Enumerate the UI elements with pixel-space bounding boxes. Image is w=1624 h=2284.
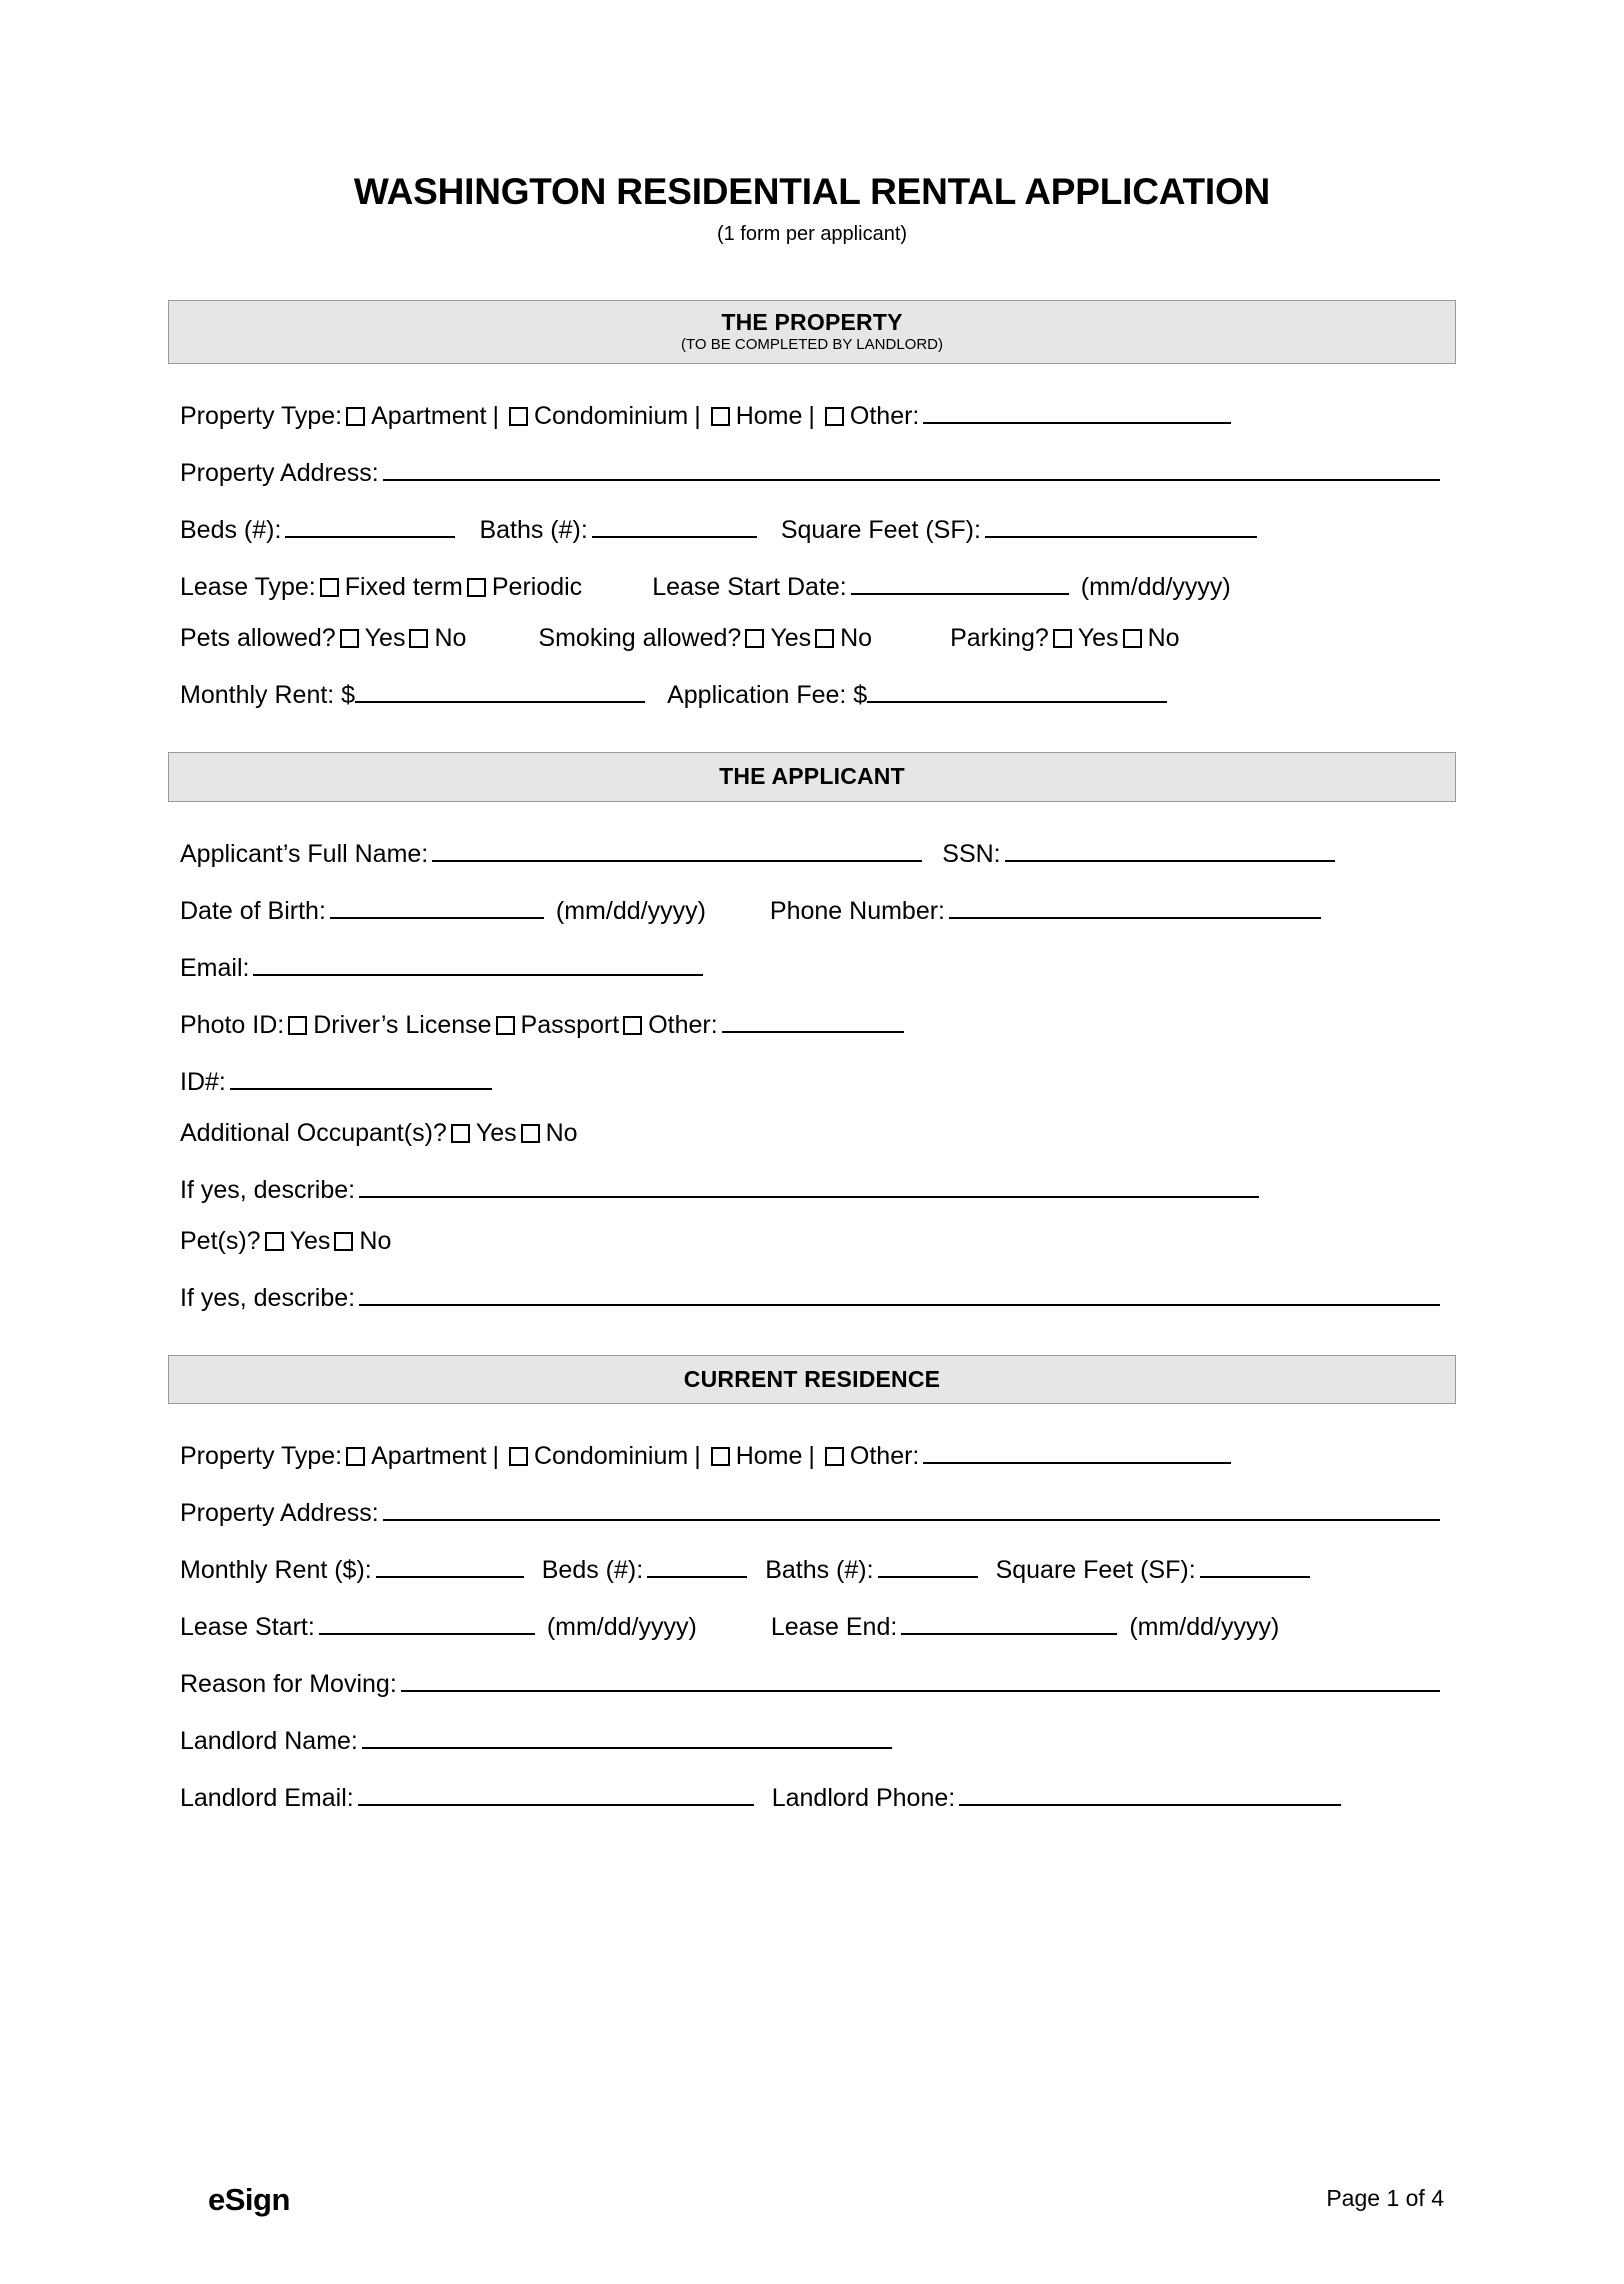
checkbox-pets-yes[interactable]: [265, 1232, 284, 1251]
input-residence-address[interactable]: [383, 1495, 1440, 1521]
residence-baths-label: Baths (#):: [765, 1556, 874, 1584]
input-photo-id-other[interactable]: [722, 1007, 904, 1033]
section-body-property: [168, 398, 1456, 708]
checkbox-smoking-allowed-no[interactable]: [815, 629, 834, 648]
residence-monthly-rent-label: Monthly Rent ($):: [180, 1556, 372, 1584]
residence-square-feet-label: Square Feet (SF):: [995, 1556, 1196, 1584]
separator-pipe: |: [492, 1442, 499, 1470]
label-pets-yes: Yes: [289, 1226, 331, 1255]
input-property-type-other[interactable]: [923, 398, 1231, 424]
label-additional-occupants-no: No: [545, 1118, 578, 1147]
input-residence-baths[interactable]: [878, 1552, 978, 1578]
checkbox-property-condominium[interactable]: [509, 407, 528, 426]
section-title-applicant: THE APPLICANT: [719, 763, 905, 790]
checkbox-additional-occupants-yes[interactable]: [451, 1124, 470, 1143]
lease-type-label: Lease Type:: [180, 573, 316, 602]
input-landlord-name[interactable]: [362, 1723, 892, 1749]
checkbox-lease-fixed-term[interactable]: [320, 578, 339, 597]
checkbox-pets-allowed-yes[interactable]: [340, 629, 359, 648]
separator-pipe: |: [492, 402, 499, 431]
input-date-of-birth[interactable]: [330, 893, 544, 919]
section-subtitle-property: (TO BE COMPLETED BY LANDLORD): [680, 336, 943, 354]
date-of-birth-format: (mm/dd/yyyy): [555, 896, 706, 925]
input-landlord-email[interactable]: [358, 1780, 754, 1806]
section-header-property: [168, 300, 1456, 364]
checkbox-property-home[interactable]: [711, 407, 730, 426]
page-subtitle: (1 form per applicant): [716, 222, 908, 245]
label-property-apartment: Apartment: [371, 402, 487, 431]
checkbox-residence-condominium[interactable]: [509, 1447, 528, 1466]
label-property-home: Home: [735, 402, 803, 431]
label-residence-apartment: Apartment: [371, 1442, 487, 1470]
input-landlord-phone[interactable]: [959, 1780, 1341, 1806]
input-property-address[interactable]: [383, 455, 1440, 481]
checkbox-photo-id-drivers-license[interactable]: [288, 1016, 307, 1035]
label-pets-no: No: [359, 1226, 392, 1255]
input-application-fee[interactable]: [867, 677, 1167, 703]
input-phone-number[interactable]: [949, 893, 1321, 919]
property-address-label: Property Address:: [180, 459, 379, 488]
input-residence-type-other[interactable]: [923, 1438, 1231, 1464]
input-baths[interactable]: [592, 512, 757, 538]
pets-describe-row: [180, 1280, 1444, 1311]
label-lease-fixed-term: Fixed term: [344, 573, 463, 602]
application-fee-label: Application Fee: $: [667, 681, 868, 710]
input-residence-lease-end[interactable]: [901, 1609, 1117, 1635]
input-applicant-full-name[interactable]: [432, 836, 922, 862]
section-body-applicant: [168, 836, 1456, 1311]
input-email[interactable]: [253, 950, 703, 976]
residence-property-type-label: Property Type:: [180, 1442, 343, 1470]
photo-id-label: Photo ID:: [180, 1010, 285, 1039]
residence-property-type-row: [180, 1438, 1444, 1469]
checkbox-residence-other[interactable]: [825, 1447, 844, 1466]
rent-fee-row: [180, 677, 1444, 708]
label-additional-occupants-yes: Yes: [475, 1118, 517, 1147]
id-number-label: ID#:: [180, 1067, 226, 1096]
input-lease-start-date[interactable]: [851, 569, 1069, 595]
square-feet-label: Square Feet (SF):: [780, 516, 981, 545]
checkbox-additional-occupants-no[interactable]: [521, 1124, 540, 1143]
checkbox-photo-id-other[interactable]: [623, 1016, 642, 1035]
phone-number-label: Phone Number:: [769, 896, 946, 925]
checkbox-pets-no[interactable]: [334, 1232, 353, 1251]
label-property-condominium: Condominium: [533, 402, 689, 431]
residence-lease-dates-row: [180, 1609, 1444, 1640]
checkbox-property-other[interactable]: [825, 407, 844, 426]
separator-pipe: |: [808, 402, 815, 431]
lease-type-row: [180, 569, 1444, 600]
residence-address-row: [180, 1495, 1444, 1526]
input-ssn[interactable]: [1005, 836, 1335, 862]
separator-pipe: |: [694, 1442, 701, 1470]
parking-label: Parking?: [950, 624, 1049, 653]
property-size-row: [180, 512, 1444, 543]
photo-id-row: [180, 1007, 1444, 1038]
checkbox-residence-home[interactable]: [711, 1447, 730, 1466]
input-square-feet[interactable]: [985, 512, 1257, 538]
checkbox-parking-no[interactable]: [1123, 629, 1142, 648]
label-property-other: Other:: [849, 402, 920, 431]
label-residence-home: Home: [735, 1442, 803, 1470]
landlord-name-label: Landlord Name:: [180, 1727, 358, 1755]
label-smoking-allowed-yes: Yes: [770, 624, 812, 653]
label-residence-condominium: Condominium: [533, 1442, 689, 1470]
residence-rent-size-row: [180, 1552, 1444, 1583]
label-parking-no: No: [1147, 624, 1180, 653]
email-label: Email:: [180, 953, 250, 982]
checkbox-residence-apartment[interactable]: [346, 1447, 365, 1466]
monthly-rent-label: Monthly Rent: $: [180, 681, 356, 710]
section-body-current-residence: [168, 1438, 1456, 1811]
residence-lease-end-format: (mm/dd/yyyy): [1129, 1613, 1280, 1641]
landlord-contact-row: [180, 1780, 1444, 1811]
input-pets-describe[interactable]: [359, 1280, 1440, 1306]
label-photo-id-passport: Passport: [520, 1010, 620, 1039]
reason-for-moving-label: Reason for Moving:: [180, 1670, 397, 1698]
section-header-applicant: [168, 752, 1456, 801]
residence-beds-label: Beds (#):: [541, 1556, 644, 1584]
property-flags-row: [180, 626, 1444, 651]
input-residence-monthly-rent[interactable]: [376, 1552, 524, 1578]
pets-row: [180, 1226, 1444, 1255]
pets-label: Pet(s)?: [180, 1226, 261, 1255]
applicant-full-name-label: Applicant’s Full Name:: [180, 839, 429, 868]
landlord-phone-label: Landlord Phone:: [771, 1784, 956, 1812]
page-title: WASHINGTON RESIDENTIAL RENTAL APPLICATION: [353, 171, 1271, 212]
residence-lease-start-label: Lease Start:: [180, 1613, 315, 1641]
additional-occupants-label: Additional Occupant(s)?: [180, 1118, 447, 1147]
label-residence-other: Other:: [849, 1442, 920, 1470]
input-reason-for-moving[interactable]: [401, 1666, 1440, 1692]
lease-start-date-format: (mm/dd/yyyy): [1080, 573, 1231, 602]
section-title-current-residence: CURRENT RESIDENCE: [683, 1365, 941, 1392]
label-pets-allowed-no: No: [434, 624, 467, 653]
applicant-dob-phone-row: [180, 893, 1444, 924]
checkbox-photo-id-passport[interactable]: [496, 1016, 515, 1035]
document-page: [0, 172, 1624, 2284]
checkbox-lease-periodic[interactable]: [467, 578, 486, 597]
beds-label: Beds (#):: [180, 516, 282, 545]
baths-label: Baths (#):: [479, 516, 588, 545]
additional-occupants-row: [180, 1118, 1444, 1147]
ssn-label: SSN:: [942, 839, 1001, 868]
checkbox-parking-yes[interactable]: [1053, 629, 1072, 648]
input-residence-square-feet[interactable]: [1200, 1552, 1310, 1578]
input-occupants-describe[interactable]: [359, 1172, 1259, 1198]
lease-start-date-label: Lease Start Date:: [652, 573, 847, 602]
landlord-name-row: [180, 1723, 1444, 1754]
checkbox-property-apartment[interactable]: [346, 407, 365, 426]
residence-lease-start-format: (mm/dd/yyyy): [546, 1613, 697, 1641]
label-photo-id-other: Other:: [648, 1010, 718, 1039]
page-number: Page 1 of 4: [1326, 2185, 1444, 2211]
residence-lease-end-label: Lease End:: [770, 1613, 898, 1641]
occupants-if-yes-describe-label: If yes, describe:: [180, 1175, 356, 1204]
applicant-email-row: [180, 950, 1444, 981]
input-beds[interactable]: [285, 512, 455, 538]
input-monthly-rent[interactable]: [355, 677, 645, 703]
property-type-label: Property Type:: [180, 402, 343, 431]
residence-address-label: Property Address:: [180, 1499, 379, 1527]
separator-pipe: |: [808, 1442, 815, 1470]
property-type-row: [180, 398, 1444, 429]
label-lease-periodic: Periodic: [491, 573, 583, 602]
checkbox-pets-allowed-no[interactable]: [409, 629, 428, 648]
label-parking-yes: Yes: [1077, 624, 1119, 653]
id-number-row: [180, 1064, 1444, 1095]
label-smoking-allowed-no: No: [840, 624, 873, 653]
reason-for-moving-row: [180, 1666, 1444, 1697]
label-photo-id-drivers-license: Driver’s License: [313, 1010, 492, 1039]
property-address-row: [180, 455, 1444, 486]
landlord-email-label: Landlord Email:: [180, 1784, 354, 1812]
section-title-property: THE PROPERTY: [721, 308, 903, 335]
esign-logo: eSign: [208, 2182, 290, 2217]
section-header-current-residence: [168, 1355, 1456, 1404]
pets-allowed-label: Pets allowed?: [180, 624, 336, 653]
occupants-describe-row: [180, 1172, 1444, 1203]
separator-pipe: |: [694, 402, 701, 431]
label-pets-allowed-yes: Yes: [364, 624, 406, 653]
smoking-allowed-label: Smoking allowed?: [538, 624, 742, 653]
input-id-number[interactable]: [230, 1064, 492, 1090]
applicant-name-row: [180, 836, 1444, 867]
input-residence-beds[interactable]: [647, 1552, 747, 1578]
input-residence-lease-start[interactable]: [319, 1609, 535, 1635]
pets-if-yes-describe-label: If yes, describe:: [180, 1283, 356, 1312]
date-of-birth-label: Date of Birth:: [180, 896, 326, 925]
checkbox-smoking-allowed-yes[interactable]: [745, 629, 764, 648]
